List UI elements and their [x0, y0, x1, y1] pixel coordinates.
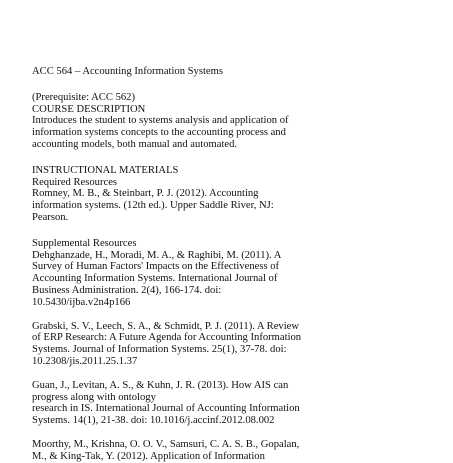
required-resource-line: Pearson.	[32, 211, 69, 223]
document-body	[32, 66, 432, 463]
reference-line: Systems. Journal of Information Systems. 25(1), 37-78. doi:	[32, 344, 287, 356]
required-resource-line: Romney, M. B., & Steinbart, P. J. (2012). Accounting	[32, 188, 259, 200]
reference-line: M., & King-Tak, Y. (2012). Application of Information	[32, 450, 265, 462]
reference-line: Dehghanzade, H., Moradi, M. A., & Raghibi, M. (2011). A	[32, 249, 282, 261]
reference-line: progress along with ontology	[32, 391, 156, 403]
course-description-line: Introduces the student to systems analysis and application of	[32, 115, 289, 127]
reference-line: Business Administration. 2(4), 166-174. doi:	[32, 284, 222, 296]
prerequisite-text: (Prerequisite: ACC 562)	[32, 91, 135, 103]
reference-line: Guan, J., Levitan, A. S., & Kuhn, J. R. (2013). How AIS can	[32, 379, 289, 391]
required-resources-heading: Required Resources	[32, 176, 118, 188]
reference-line: 10.2308/jis.2011.25.1.37	[32, 355, 138, 367]
course-description-line: accounting models, both manual and automated.	[32, 138, 238, 150]
instructional-materials-heading: INSTRUCTIONAL MATERIALS	[32, 164, 179, 176]
reference-line: Survey of Human Factors' Impacts on the Effectiveness of	[32, 261, 280, 273]
reference-line: Accounting Information Systems. International Journal of	[32, 273, 278, 285]
supplemental-resources-heading: Supplemental Resources	[32, 237, 137, 249]
reference-line: of ERP Research: A Future Agenda for Accounting Information	[32, 332, 302, 344]
document-title: ACC 564 – Accounting Information Systems	[32, 66, 223, 77]
reference-line: Systems. 14(1), 21-38. doi: 10.1016/j.accinf.2012.08.002	[32, 415, 275, 427]
course-description-line: information systems concepts to the accounting process and	[32, 127, 286, 139]
reference-line: Moorthy, M., Krishna, O. O. V., Samsuri, C. A. S. B., Gopalan,	[32, 438, 300, 450]
reference-line: 10.5430/ijba.v2n4p166	[32, 296, 131, 308]
course-description-heading: COURSE DESCRIPTION	[32, 103, 146, 115]
reference-line: research in IS. International Journal of Accounting Information	[32, 403, 300, 415]
required-resource-line: information systems. (12th ed.). Upper Saddle River, NJ:	[32, 200, 274, 212]
reference-line: Grabski, S. V., Leech, S. A., & Schmidt, P. J. (2011). A Review	[32, 320, 300, 332]
